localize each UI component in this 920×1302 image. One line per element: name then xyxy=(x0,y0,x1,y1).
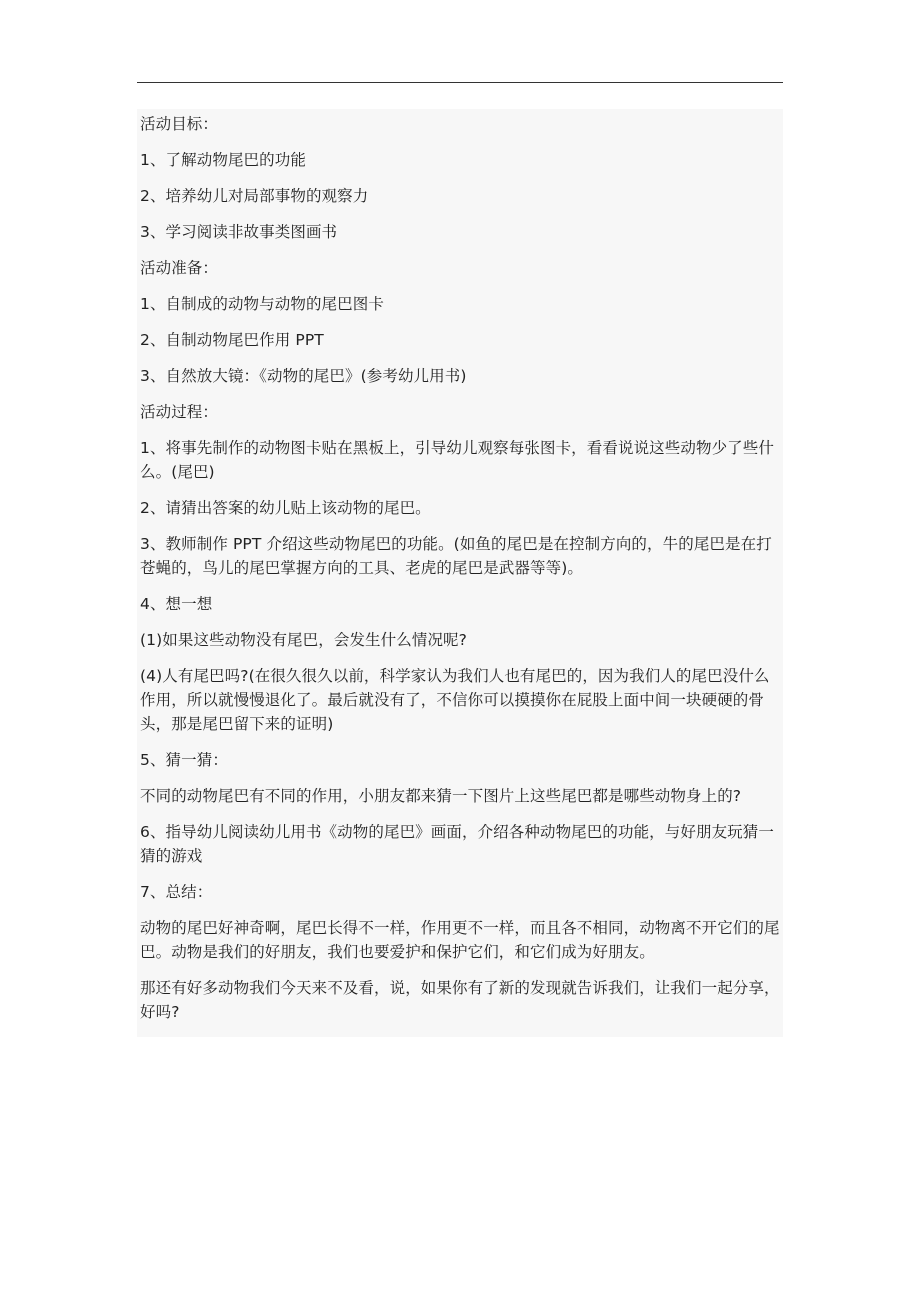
goal-item-1: 1、了解动物尾巴的功能 xyxy=(140,151,306,169)
preparation-item-1: 1、自制成的动物与动物的尾巴图卡 xyxy=(140,295,384,313)
preparation-item-3: 3、自然放大镜：《动物的尾巴》(参考幼儿用书) xyxy=(140,367,467,385)
process-step-6: 6、指导幼儿阅读幼儿用书《动物的尾巴》画面，介绍各种动物尾巴的功能，与好朋友玩猜一猜的游戏 xyxy=(140,823,774,865)
process-step-2: 2、请猜出答案的幼儿贴上该动物的尾巴。 xyxy=(140,499,431,517)
document-body xyxy=(137,109,783,1037)
header-rule xyxy=(137,82,783,83)
summary-text: 动物的尾巴好神奇啊，尾巴长得不一样，作用更不一样，而且各不相同，动物离不开它们的尾巴。动物是我们的好朋友，我们也要爱护和保护它们，和它们成为好朋友。 xyxy=(140,919,780,961)
goal-item-3: 3、学习阅读非故事类图画书 xyxy=(140,223,338,241)
process-step-1: 1、将事先制作的动物图卡贴在黑板上，引导幼儿观察每张图卡，看看说说这些动物少了些什么。(尾巴) xyxy=(140,439,774,481)
process-step-4-q1: (1)如果这些动物没有尾巴，会发生什么情况呢? xyxy=(140,631,467,649)
goal-item-2: 2、培养幼儿对局部事物的观察力 xyxy=(140,187,369,205)
process-step-5-text: 不同的动物尾巴有不同的作用，小朋友都来猜一下图片上这些尾巴都是哪些动物身上的? xyxy=(140,787,742,805)
process-step-5: 5、猜一猜： xyxy=(140,751,228,769)
heading-activity-process: 活动过程： xyxy=(140,403,219,421)
heading-activity-goals: 活动目标： xyxy=(140,115,219,133)
preparation-item-2: 2、自制动物尾巴作用 PPT xyxy=(140,331,324,349)
heading-activity-preparation: 活动准备： xyxy=(140,259,219,277)
process-step-4-q4: (4)人有尾巴吗?(在很久很久以前，科学家认为我们人也有尾巴的，因为我们人的尾巴没什么作用，所以就慢慢退化了。最后就没有了，不信你可以摸摸你在屁股上面中间一块硬硬的骨头，那是尾巴留下来的证明) xyxy=(140,667,770,733)
process-step-3: 3、教师制作 PPT 介绍这些动物尾巴的功能。(如鱼的尾巴是在控制方向的，牛的尾巴是在打苍蝇的，鸟儿的尾巴掌握方向的工具、老虎的尾巴是武器等等)。 xyxy=(140,535,772,577)
process-step-4: 4、想一想 xyxy=(140,595,213,613)
closing-text: 那还有好多动物我们今天来不及看，说，如果你有了新的发现就告诉我们，让我们一起分享，好吗? xyxy=(140,979,780,1021)
process-step-7: 7、总结： xyxy=(140,883,213,901)
